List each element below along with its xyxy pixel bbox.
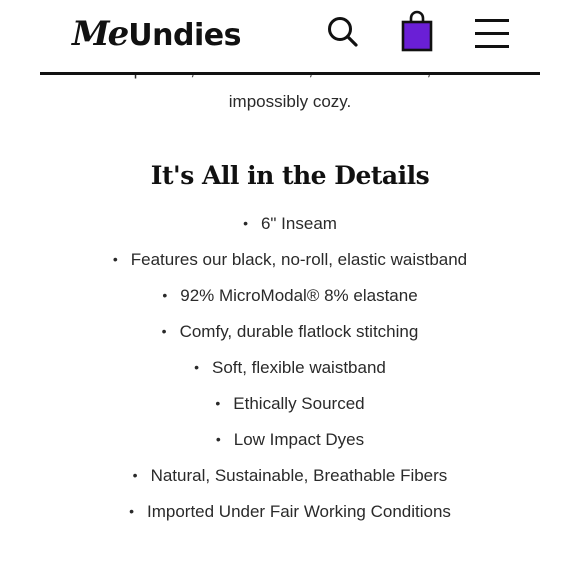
detail-text: Ethically Sourced	[233, 394, 365, 413]
bullet-icon: •	[215, 395, 221, 411]
detail-text: 6" Inseam	[260, 214, 337, 233]
detail-text: Features our black, no-roll, elastic waistband	[130, 250, 468, 269]
detail-text: Natural, Sustainable, Breathable Fibers	[150, 466, 448, 485]
detail-text: Soft, flexible waistband	[212, 358, 386, 377]
bullet-icon: •	[161, 323, 167, 339]
meundies-logo[interactable]	[72, 14, 241, 54]
detail-list-item	[0, 206, 580, 242]
detail-text: Low Impact Dyes	[233, 430, 365, 449]
shopping-bag-icon	[400, 10, 434, 52]
details-heading: It's All in the Details	[150, 161, 430, 190]
search-icon	[326, 15, 360, 49]
detail-text: Comfy, durable flatlock stitching	[179, 322, 419, 341]
bullet-icon: •	[162, 287, 168, 303]
logo-word-text: Undies	[128, 18, 241, 53]
hamburger-menu-icon	[474, 18, 510, 50]
intro-last-line: impossibly cozy.	[228, 92, 352, 111]
shopping-bag-button[interactable]	[400, 10, 434, 52]
bullet-icon: •	[129, 503, 134, 519]
detail-list-item	[0, 350, 580, 386]
search-button[interactable]	[326, 15, 360, 49]
bullet-icon: •	[194, 359, 199, 375]
detail-text: Imported Under Fair Working Conditions	[146, 502, 451, 521]
detail-list-item	[0, 278, 580, 314]
detail-list-item	[0, 242, 580, 278]
detail-list-item	[0, 386, 580, 422]
logo-script-text: Me	[72, 14, 128, 54]
detail-list-item	[0, 422, 580, 458]
bullet-icon: •	[112, 251, 118, 267]
bullet-icon: •	[243, 215, 248, 231]
detail-list-item	[0, 494, 580, 530]
bullet-icon: •	[215, 431, 221, 447]
detail-list-item	[0, 458, 580, 494]
bullet-icon: •	[132, 467, 138, 483]
site-header	[0, 0, 580, 74]
detail-list-item	[0, 314, 580, 350]
details-list	[0, 206, 580, 530]
menu-button[interactable]	[474, 18, 510, 50]
detail-text: 92% MicroModal® 8% elastane	[180, 286, 418, 305]
header-divider	[40, 72, 540, 75]
